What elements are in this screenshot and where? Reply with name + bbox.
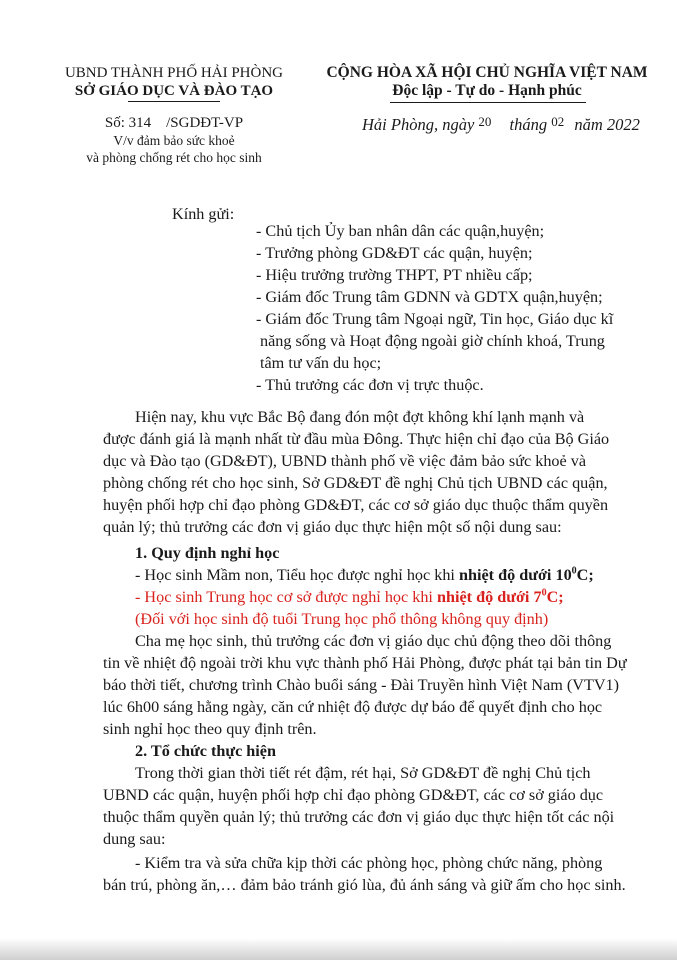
parents-line: báo thời tiết, chương trình Chào buổi sáng - Đài Truyền hình Việt Nam (VTV1) <box>103 676 620 694</box>
section2-line: UBND các quận, huyện phối hợp chỉ đạo phòng GD&ĐT, các cơ sở giáo dục <box>103 786 604 804</box>
parents-line: lúc 6h00 sáng hằng ngày, căn cứ nhiệt độ được dự báo để quyết định cho học <box>103 698 603 716</box>
intro-line: dục và Đào tạo (GD&ĐT), UBND thành phố về việc đảm bảo sức khoẻ và <box>103 452 587 470</box>
date-month: 02 <box>551 114 565 129</box>
section2-line: Trong thời gian thời tiết rét đậm, rét hại, Sở GD&ĐT đề nghị Chủ tịch <box>135 764 591 782</box>
rule1-text: - Học sinh Mầm non, Tiểu học được nghỉ học khi <box>135 566 459 584</box>
intro-line: huyện phối hợp chỉ đạo phòng GD&ĐT, các cơ sở giáo dục thuộc thẩm quyền <box>103 496 609 514</box>
date-year: năm 2022 <box>574 115 640 134</box>
section2-line: thuộc thẩm quyền quản lý; thủ trưởng các đơn vị giáo dục thực hiện tốt các nội <box>103 808 615 826</box>
recipient-item: - Hiệu trưởng trường THPT, PT nhiều cấp; <box>256 266 533 284</box>
check-line: - Kiểm tra và sửa chữa kịp thời các phòng học, phòng chức năng, phòng <box>135 854 603 872</box>
parents-line: Cha mẹ học sinh, thủ trưởng các đơn vị giáo dục chủ động theo dõi thông <box>135 632 612 650</box>
page-bottom-shadow <box>0 938 677 960</box>
org-underline <box>128 101 220 102</box>
issue-date <box>362 114 640 137</box>
recipients-label: Kính gửi: <box>172 205 235 223</box>
recipient-item: - Giám đốc Trung tâm Ngoại ngữ, Tin học, Giáo dục kĩ <box>256 310 614 328</box>
intro-line: phòng chống rét cho học sinh, Sở GD&ĐT đề nghị Chủ tịch UBND các quận, <box>103 474 608 492</box>
document-subject <box>58 132 290 166</box>
recipient-item: - Trưởng phòng GD&ĐT các quận, huyện; <box>256 244 533 262</box>
recipient-item: - Chủ tịch Ủy ban nhân dân các quận,huyện; <box>256 222 545 240</box>
subject-line2: và phòng chống rét cho học sinh <box>86 150 262 165</box>
section1-title: 1. Quy định nghỉ học <box>135 544 280 562</box>
date-month-label: tháng <box>509 115 548 134</box>
intro-paragraph <box>103 406 617 538</box>
rule2-degree: 0 <box>541 587 547 599</box>
section2-line: dung sau: <box>103 830 166 848</box>
rule-upper-secondary-note: (Đối với học sinh độ tuổi Trung học phổ thông không quy định) <box>135 610 549 628</box>
parents-line: tin về nhiệt độ ngoài trời khu vực thành phố Hải Phòng, được phát tại bản tin Dự <box>103 654 627 672</box>
section2-paragraph <box>103 762 617 850</box>
recipient-item-cont: tâm tư vấn du học; <box>260 354 382 372</box>
check-paragraph <box>103 852 626 896</box>
motto-underline <box>390 102 586 103</box>
recipient-item: - Thủ trưởng các đơn vị trực thuộc. <box>256 376 484 394</box>
subject-line1: V/v đảm bảo sức khoẻ <box>113 133 235 148</box>
rule1-threshold: nhiệt độ dưới 10 <box>458 566 572 584</box>
org-name-line2: SỞ GIÁO DỤC VÀ ĐÀO TẠO <box>74 83 274 99</box>
intro-line: Hiện nay, khu vực Bắc Bộ đang đón một đợt không khí lạnh mạnh và <box>135 408 585 426</box>
rule2-threshold: nhiệt độ dưới 7 <box>436 588 542 606</box>
section2-title: 2. Tổ chức thực hiện <box>135 742 276 760</box>
document-number: Số: 314 /SGDĐT-VP <box>104 115 244 131</box>
rule2-unit: C; <box>546 588 564 606</box>
parents-line: sinh nghỉ học theo quy định trên. <box>103 720 317 738</box>
date-prefix: Hải Phòng, ngày <box>362 115 475 134</box>
rule-preschool-primary <box>135 564 594 586</box>
parents-paragraph <box>103 630 627 740</box>
recipients-list <box>256 220 614 396</box>
org-name-line1: UBND THÀNH PHỐ HẢI PHÒNG <box>64 65 284 81</box>
rule2-text: - Học sinh Trung học cơ sở được nghỉ học khi <box>135 588 437 606</box>
issuing-authority <box>58 64 290 100</box>
rule-lower-secondary <box>135 586 564 608</box>
recipient-item: - Giám đốc Trung tâm GDNN và GDTX quận,huyện; <box>256 288 603 306</box>
intro-line: quản lý; thủ trưởng các đơn vị giáo dục thực hiện một số nội dung sau: <box>103 518 562 536</box>
national-motto <box>322 64 652 100</box>
rule1-degree: 0 <box>571 565 577 577</box>
motto: Độc lập - Tự do - Hạnh phúc <box>392 82 582 99</box>
rule1-unit: C; <box>576 566 594 584</box>
recipient-item-cont: năng sống và Hoạt động ngoài giờ chính khoá, Trung <box>260 332 605 350</box>
intro-line: được đánh giá là mạnh nhất từ đầu mùa Đông. Thực hiện chỉ đạo của Bộ Giáo <box>103 430 610 448</box>
date-day: 20 <box>478 114 492 129</box>
nation-name: CỘNG HÒA XÃ HỘI CHỦ NGHĨA VIỆT NAM <box>326 64 648 81</box>
check-line: bán trú, phòng ăn,… đảm bảo tránh gió lùa, đủ ánh sáng và giữ ấm cho học sinh. <box>103 876 626 894</box>
